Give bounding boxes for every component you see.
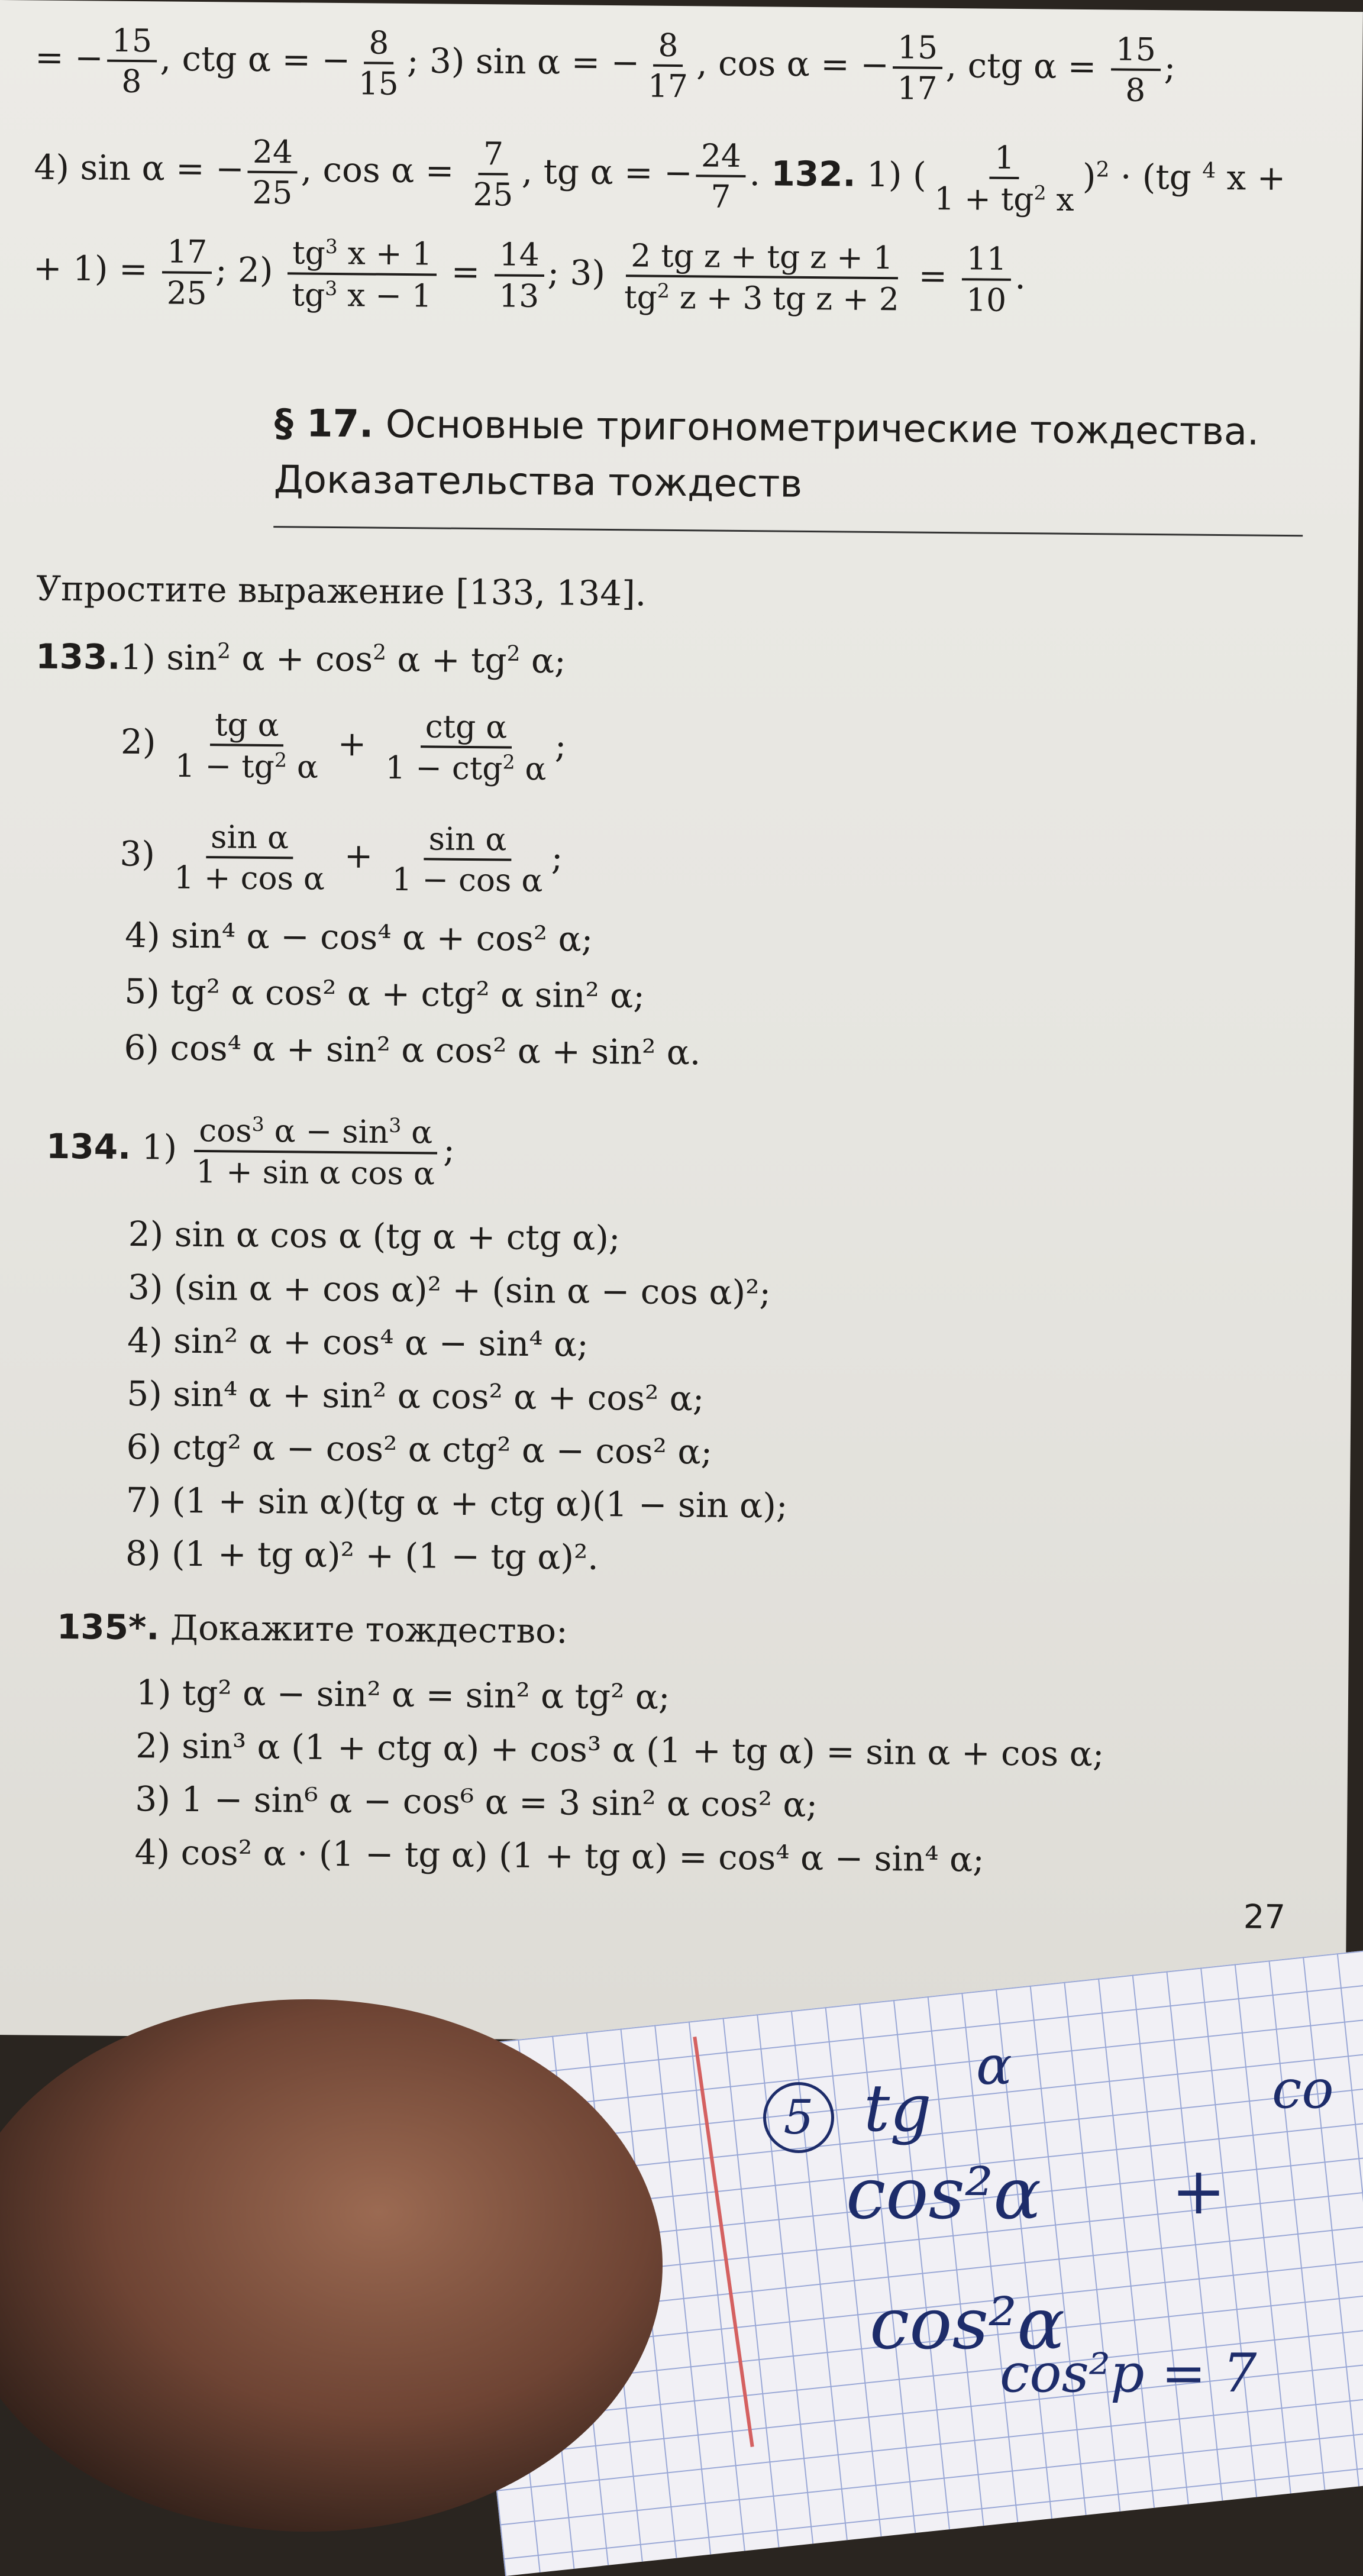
ex134-item-5: 5) sin⁴ α + sin² α cos² α + cos² α; [127,1373,705,1419]
instruction: Упростите выражение [133, 134]. [36,568,647,614]
page-number: 27 [1243,1898,1286,1937]
section-heading [274,402,1259,454]
ex135-item-1: 1) tg² α − sin² α = sin² α tg² α; [135,1672,670,1717]
answers-line-3: + 1) = $\frac{17}{25}$ ; 2) $\frac{tg^3 x + 1}{tg^3 x - 1}$ = $\frac{14}{13}$ ; 3) $\frac{\text{2 tg z + tg z + 1}}{tg^2 z + 3 tg z + 2}$ = $\frac{11}{10}$ . [33,232,1026,319]
handwriting-cos2a: cos²α [846,2153,1042,2235]
section-title-line-1: Основные тригонометрические тождества. [385,402,1259,454]
handwriting-bottom: cos²p = 7 [1000,2342,1257,2404]
ex135-item-4: 4) cos² α · (1 − tg α) (1 + tg α) = cos⁴ α − sin⁴ α; [134,1832,985,1880]
handwriting-cos2a-denominator: cos²α [870,2283,1065,2365]
ex133-item-2: 2) $\frac{\text{tg α}}{1 - tg^2 \alpha}$ + $\frac{\text{ctg α}}{1 - ctg^2 \alpha}$ ; [120,706,567,788]
ex135-prompt: Докажите тождество: [170,1607,568,1651]
section-divider [273,526,1303,536]
section-title-line-2: Доказательства тождеств [273,458,803,506]
section-number: § 17. [274,402,374,447]
ex133-item-6: 6) cos⁴ α + sin² α cos² α + sin² α. [124,1027,701,1073]
ex135-label: 135*. [56,1606,160,1648]
ex134-item-7: 7) (1 + sin α)(tg α + ctg α)(1 − sin α); [125,1479,788,1526]
handwriting-alpha: α [976,2035,1012,2097]
answers-line-1: = − $\frac{15}{8}$ , ctg α = − $\frac{8}{15}$ ; 3) sin α = − $\frac{8}{17}$ , cos α = − $\frac{15}{17}$ , ctg α = $\frac{15}{8}$ ; [34,21,1176,109]
ex134-item-2: 2) sin α cos α (tg α + ctg α); [128,1213,621,1259]
ex134-item-4: 4) sin² α + cos⁴ α − sin⁴ α; [127,1320,589,1365]
ex133-item-4: 4) sin⁴ α − cos⁴ α + cos² α; [124,914,593,959]
handwriting-co: co [1272,2058,1334,2121]
handwriting-circled-digit: 5 [783,2090,814,2145]
ex134-item-1: 134. 1) $\frac{\cos^3 \alpha - \sin^3 \alpha}{\text{1 + sin α cos α}}$ ; [46,1111,456,1192]
ex133-item-3: 3) $\frac{\text{sin α}}{\text{1 + cos α}}$ + $\frac{\text{sin α}}{\text{1 − cos α}}$ ; [119,818,563,900]
ex135-item-2: 2) sin³ α (1 + ctg α) + cos³ α (1 + tg α) = sin α + cos α; [135,1725,1104,1775]
handwriting-tg: tg [864,2070,932,2146]
ex134-item-6: 6) ctg² α − cos² α ctg² α − cos² α; [126,1426,713,1472]
ex135-item-3: 3) 1 − sin⁶ α − cos⁶ α = 3 sin² α cos² α; [135,1779,818,1825]
ex133-item-5: 5) tg² α cos² α + ctg² α sin² α; [124,971,645,1016]
handwriting-plus: + [1171,2153,1226,2229]
handwriting-circled-number [763,2082,834,2153]
ex133-item-1: 133.1) $\sin^2 \alpha + \cos^2 \alpha + tg^2$ α; [35,636,566,681]
answers-line-2: 4) sin α = − $\frac{24}{25}$ , cos α = $\frac{7}{25}$ , tg α = − $\frac{24}{7}$ . 132. 1) ( $\frac{1}{1 + tg^2 x}$ )$^2$ · (tg $^4$ x + [34,132,1286,219]
ex134-label: 134. [46,1126,131,1167]
ex133-label: 133. [35,636,121,677]
ex134-item-3: 3) (sin α + cos α)² + (sin α − cos α)²; [127,1266,771,1313]
ex134-item-8: 8) (1 + tg α)² + (1 − tg α)². [125,1533,599,1578]
ex135-header [56,1606,568,1651]
